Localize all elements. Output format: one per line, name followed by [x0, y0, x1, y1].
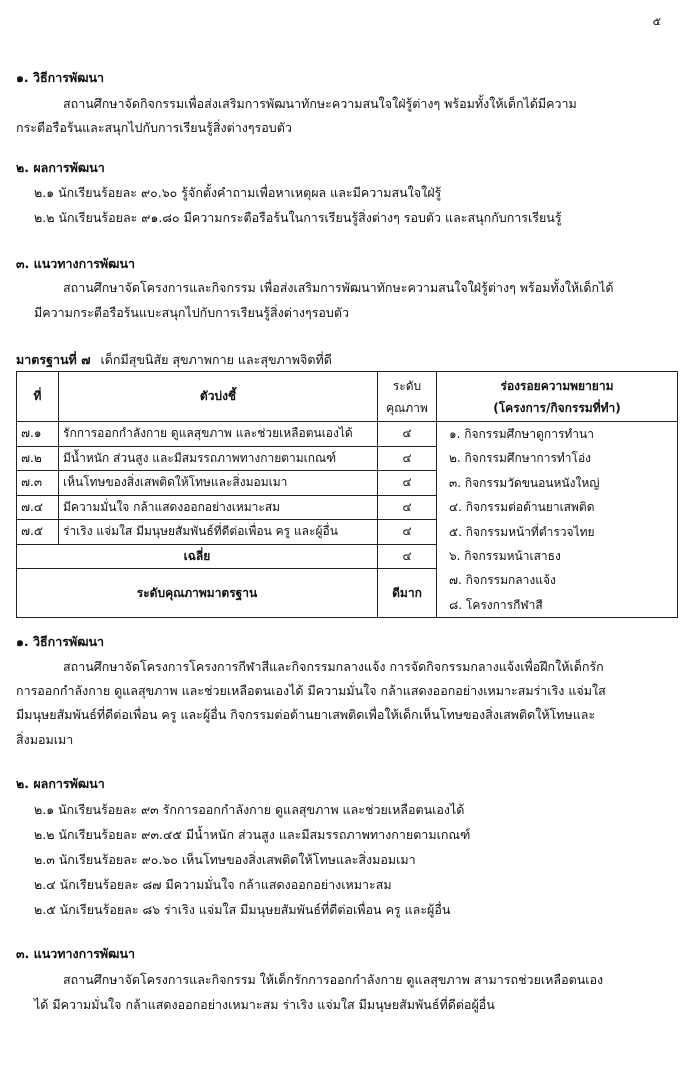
- result-item: ๒.๑ นักเรียนร้อยละ ๙๐.๖๐ รู้จักตั้งคำถามเพื่อหาเหตุผล และมีความสนใจใฝ่รู้: [34, 185, 442, 200]
- paragraph-line: มีมนุษยสัมพันธ์ที่ดีต่อเพื่อน ครู และผู้อื่น กิจกรรมต่อต้านยาเสพติดเพื่อให้เด็กเห็นโทษของสิ่งเสพติดให้โทษและ: [16, 707, 596, 722]
- paragraph-line: สถานศึกษาจัดโครงการและกิจกรรม เพื่อส่งเสริมการพัฒนาทักษะความสนใจใฝ่รู้ต่างๆ พร้อมทั้งให้เด็กได้: [63, 280, 614, 295]
- quality-label: ระดับคุณภาพมาตรฐาน: [17, 569, 378, 618]
- result-item: ๒.๑ นักเรียนร้อยละ ๙๓ รักการออกกำลังกาย ดูแลสุขภาพ และช่วยเหลือตนเองได้: [34, 802, 465, 817]
- standard-text: เด็กมีสุขนิสัย สุขภาพกาย และสุขภาพจิตที่ดี: [100, 352, 332, 367]
- row-no: ๗.๑: [17, 422, 59, 447]
- paragraph-line: มีความกระตือรือร้นแบะสนุกไปกับการเรียนรู้สิ่งต่างๆรอบตัว: [34, 305, 350, 320]
- section-heading-guideline: ๓. แนวทางการพัฒนา: [16, 946, 136, 961]
- activity-item: ๗. กิจกรรมกลางแจ้ง: [449, 573, 556, 588]
- row-level: ๔: [378, 446, 437, 471]
- row-indicator: มีน้ำหนัก ส่วนสูง และมีสมรรถภาพทางกายตามเกณฑ์: [59, 446, 378, 471]
- standard-label: มาตรฐานที่ ๗: [16, 352, 91, 367]
- result-item: ๒.๕ นักเรียนร้อยละ ๘๖ ร่าเริง แจ่มใส มีมนุษยสัมพันธ์ที่ดีต่อเพื่อน ครู และผู้อื่น: [34, 902, 451, 917]
- section-heading-method: ๑. วิธีการพัฒนา: [16, 70, 105, 85]
- page-number: ๕: [652, 15, 661, 28]
- result-item: ๒.๓ นักเรียนร้อยละ ๙๐.๖๐ เห็นโทษของสิ่งเสพติดให้โทษและสิ่งมอมเมา: [34, 852, 416, 867]
- average-value: ๔: [378, 544, 437, 569]
- activity-item: ๓. กิจกรรมวัดขนอนหนังใหญ่: [449, 475, 600, 490]
- row-no: ๗.๓: [17, 471, 59, 496]
- table-row: [17, 422, 678, 447]
- section-heading-result: ๒. ผลการพัฒนา: [16, 160, 105, 175]
- paragraph-line: การออกกำลังกาย ดูแลสุขภาพ และช่วยเหลือตนเองได้ มีความมั่นใจ กล้าแสดงออกอย่างเหมาะสมร่าเริง แจ่มใส: [16, 683, 606, 698]
- paragraph-line: สถานศึกษาจัดกิจกรรมเพื่อส่งเสริมการพัฒนาทักษะความสนใจใฝ่รู้ต่างๆ พร้อมทั้งให้เด็กได้มีความ: [63, 96, 577, 111]
- row-level: ๔: [378, 495, 437, 520]
- paragraph-line: ได้ มีความมั่นใจ กล้าแสดงออกอย่างเหมาะสม ร่าเริง แจ่มใส มีมนุษยสัมพันธ์ที่ดีต่อผู้อื่น: [34, 997, 495, 1012]
- activities-cell: [437, 422, 678, 618]
- activity-item: ๘. โครงการกีฬาสี: [449, 597, 543, 612]
- header-trace: [437, 372, 678, 422]
- row-no: ๗.๔: [17, 495, 59, 520]
- row-no: ๗.๕: [17, 520, 59, 545]
- result-item: ๒.๒ นักเรียนร้อยละ ๙๓.๔๕ มีน้ำหนัก ส่วนสูง และมีสมรรถภาพทางกายตามเกณฑ์: [34, 827, 471, 842]
- paragraph-line: กระตือรือร้นและสนุกไปกับการเรียนรู้สิ่งต่างๆรอบตัว: [16, 120, 292, 135]
- header-indicator: ตัวบ่งชี้: [59, 372, 378, 422]
- quality-value: ดีมาก: [378, 569, 437, 618]
- header-level-line1: ระดับ: [392, 378, 422, 393]
- activity-item: ๕. กิจกรรมหน้าที่ตำรวจไทย: [449, 524, 595, 539]
- paragraph-line: สถานศึกษาจัดโครงการโครงการกีฬาสีและกิจกรรมกลางแจ้ง การจัดกิจกรรมกลางแจ้งเพื่อฝึกให้เด็กรัก: [63, 659, 604, 674]
- section-heading-guideline: ๓. แนวทางการพัฒนา: [16, 256, 136, 271]
- header-level: [378, 372, 437, 422]
- row-no: ๗.๒: [17, 446, 59, 471]
- standard-heading: [16, 350, 332, 370]
- header-trace-line1: ร่องรอยความพยายาม: [500, 378, 614, 393]
- row-indicator: เห็นโทษของสิ่งเสพติดให้โทษและสิ่งมอมเมา: [59, 471, 378, 496]
- section-heading-method: ๑. วิธีการพัฒนา: [16, 634, 105, 649]
- standard-table: [16, 371, 678, 618]
- header-no: ที่: [17, 372, 59, 422]
- header-trace-line2: (โครงการ/กิจกรรมที่ทำ): [493, 400, 621, 415]
- row-level: ๔: [378, 471, 437, 496]
- row-level: ๔: [378, 520, 437, 545]
- header-level-line2: คุณภาพ: [386, 400, 428, 415]
- result-item: ๒.๒ นักเรียนร้อยละ ๙๑.๘๐ มีความกระตือรือร้นในการเรียนรู้สิ่งต่างๆ รอบตัว และสนุกกับการเรียนรู้: [34, 210, 562, 225]
- table-header-row: [17, 372, 678, 422]
- section-heading-result: ๒. ผลการพัฒนา: [16, 776, 105, 791]
- activity-item: ๑. กิจกรรมศึกษาดูการทำนา: [449, 427, 594, 441]
- activity-item: ๖. กิจกรรมหน้าเสาธง: [449, 548, 561, 563]
- result-item: ๒.๔ นักเรียนร้อยละ ๘๗ มีความมั่นใจ กล้าแสดงออกอย่างเหมาะสม: [34, 877, 392, 892]
- paragraph-line: สถานศึกษาจัดโครงการและกิจกรรม ให้เด็กรักการออกกำลังกาย ดูแลสุขภาพ สามารถช่วยเหลือตนเอง: [63, 972, 604, 987]
- row-indicator: มีความมั่นใจ กล้าแสดงออกอย่างเหมาะสม: [59, 495, 378, 520]
- activities-list: [449, 422, 673, 617]
- average-label: เฉลี่ย: [17, 544, 378, 569]
- activity-item: ๔. กิจกรรมต่อต้านยาเสพติด: [449, 500, 595, 515]
- row-indicator: ร่าเริง แจ่มใส มีมนุษยสัมพันธ์ที่ดีต่อเพื่อน ครู และผู้อื่น: [59, 520, 378, 545]
- paragraph-line: สิ่งมอมเมา: [16, 732, 74, 747]
- activity-item: ๒. กิจกรรมศึกษาการทำโอ่ง: [449, 451, 592, 466]
- row-indicator: รักการออกกำลังกาย ดูแลสุขภาพ และช่วยเหลือตนเองได้: [59, 422, 378, 447]
- row-level: ๔: [378, 422, 437, 447]
